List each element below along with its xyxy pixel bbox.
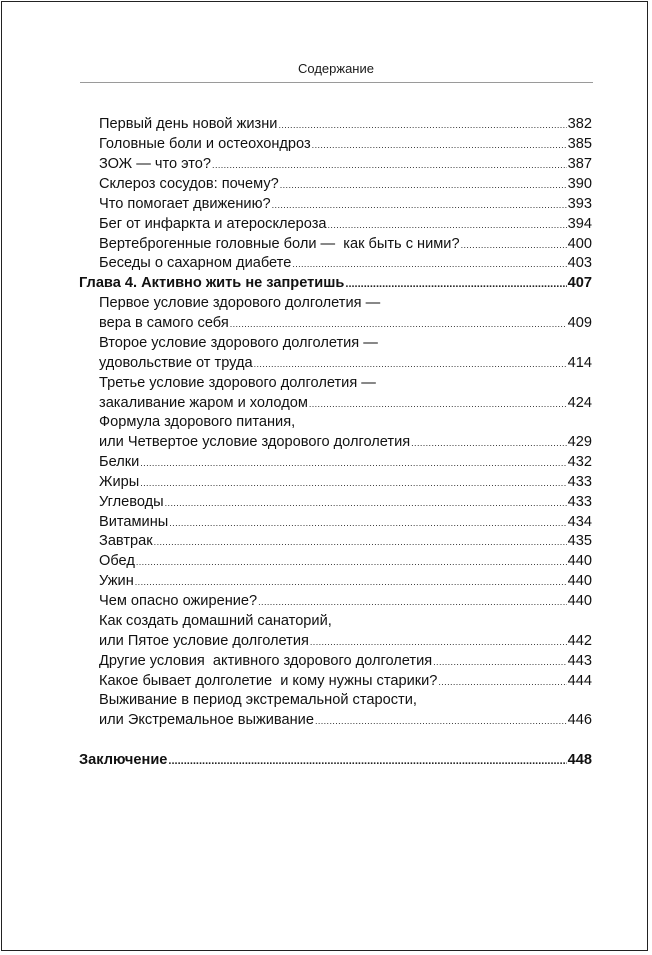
- toc-conclusion[interactable]: [79, 750, 592, 770]
- toc-entry[interactable]: [99, 512, 592, 532]
- toc-entry[interactable]: [99, 174, 592, 194]
- toc-entry[interactable]: [99, 571, 592, 591]
- toc-entry[interactable]: [99, 710, 592, 730]
- toc-entry-title: Жиры: [99, 474, 140, 490]
- dot-leader: [154, 532, 567, 552]
- toc-entry-title: или Четвертое условие здорового долголетия: [99, 434, 411, 450]
- toc-entry-page: 440: [567, 573, 592, 589]
- toc-entry-title: Углеводы: [99, 494, 164, 510]
- dot-leader: [212, 155, 567, 175]
- toc-entry-title: Склероз сосудов: почему?: [99, 176, 279, 192]
- dot-leader: [254, 354, 567, 374]
- dot-leader: [328, 215, 567, 235]
- toc-entry[interactable]: [99, 631, 592, 651]
- toc-entry-page: 442: [567, 633, 592, 649]
- toc-entry-first-line: Второе условие здорового долголетия —: [99, 335, 378, 351]
- toc-entry-page: 414: [567, 355, 592, 371]
- toc-entry-page: 432: [567, 454, 592, 470]
- toc-entry[interactable]: [99, 134, 592, 154]
- toc-entry[interactable]: [99, 194, 592, 214]
- toc-entry-page: 433: [567, 494, 592, 510]
- dot-leader: [258, 592, 567, 612]
- toc-entry-first-line: Выживание в период экстремальной старости,: [99, 692, 417, 708]
- dot-leader: [169, 513, 566, 533]
- toc-entry-page: 409: [567, 315, 592, 331]
- toc-entry-title: удовольствие от труда: [99, 355, 253, 371]
- toc-entry-title: ЗОЖ — что это?: [99, 156, 212, 172]
- toc-entry-title: Вертеброгенные головные боли — как быть с ними?: [99, 236, 460, 252]
- toc-entry[interactable]: [99, 234, 592, 254]
- toc-chapter-title: Заключение: [79, 752, 168, 768]
- dot-leader: [310, 632, 567, 652]
- toc-entry-title: Ужин: [99, 573, 134, 589]
- dot-leader: [272, 195, 567, 215]
- toc-entry-title: Бег от инфаркта и атеросклероза: [99, 216, 327, 232]
- dot-leader: [168, 751, 566, 771]
- toc-entry-page: 400: [567, 236, 592, 252]
- toc-entry-title: Другие условия активного здорового долголетия: [99, 653, 433, 669]
- dot-leader: [135, 572, 567, 592]
- dot-leader: [312, 135, 567, 155]
- toc-entry-title: закаливание жаром и холодом: [99, 395, 308, 411]
- toc-entry[interactable]: [99, 353, 592, 373]
- toc-entry[interactable]: [99, 591, 592, 611]
- toc-chapter-4[interactable]: [79, 273, 592, 293]
- toc-entry-page: 435: [567, 533, 592, 549]
- dot-leader: [165, 493, 567, 513]
- toc-entry[interactable]: [99, 551, 592, 571]
- toc-entry-title: Какое бывает долголетие и кому нужны старики?: [99, 673, 438, 689]
- toc-entry[interactable]: [99, 253, 592, 273]
- dot-leader: [438, 672, 566, 692]
- dot-leader: [309, 394, 567, 414]
- dot-leader: [278, 115, 566, 135]
- dot-leader: [230, 314, 567, 334]
- toc-entry-title: Головные боли и остеохондроз: [99, 136, 311, 152]
- toc-chapter-page: 407: [567, 275, 592, 291]
- toc-entry-first-line: Третье условие здорового долголетия —: [99, 375, 376, 391]
- toc-entry-page: 390: [567, 176, 592, 192]
- toc-entry-page: 403: [567, 255, 592, 271]
- toc-entry-page: 394: [567, 216, 592, 232]
- toc-entry-page: 424: [567, 395, 592, 411]
- toc-entry[interactable]: [99, 452, 592, 472]
- toc-entry-title: Что помогает движению?: [99, 196, 271, 212]
- running-header: Содержание: [298, 61, 374, 76]
- toc-entry-first-line: Формула здорового питания,: [99, 414, 296, 430]
- toc-entry-page: 433: [567, 474, 592, 490]
- dot-leader: [411, 433, 566, 453]
- toc-entry-title: или Пятое условие долголетия: [99, 633, 309, 649]
- toc-entry[interactable]: [99, 313, 592, 333]
- toc-entry[interactable]: [99, 651, 592, 671]
- toc-entry-title: Беседы о сахарном диабете: [99, 255, 292, 271]
- toc-entry-page: 393: [567, 196, 592, 212]
- toc-entry[interactable]: [99, 214, 592, 234]
- toc-entry-title: Чем опасно ожирение?: [99, 593, 258, 609]
- toc-entry-title: вера в самого себя: [99, 315, 229, 331]
- dot-leader: [280, 175, 567, 195]
- toc-entry-page: 385: [567, 136, 592, 152]
- toc-chapter-page: 448: [567, 752, 592, 768]
- toc-entry-page: 443: [567, 653, 592, 669]
- dot-leader: [345, 274, 566, 294]
- dot-leader: [433, 652, 566, 672]
- dot-leader: [292, 254, 566, 274]
- dot-leader: [315, 711, 567, 731]
- toc-entry[interactable]: [99, 472, 592, 492]
- toc-chapter-title: Глава 4. Активно жить не запретишь: [79, 275, 345, 291]
- dot-leader: [140, 453, 566, 473]
- toc-entry-title: Обед: [99, 553, 135, 569]
- toc-entry-page: 440: [567, 553, 592, 569]
- dot-leader: [140, 473, 566, 493]
- toc-entry-page: 444: [567, 673, 592, 689]
- toc-entry[interactable]: [99, 393, 592, 413]
- toc-entry-page: 387: [567, 156, 592, 172]
- toc-entry[interactable]: [99, 154, 592, 174]
- toc-entry-title: Завтрак: [99, 533, 153, 549]
- toc-entry-title: Первый день новой жизни: [99, 116, 278, 132]
- toc-entry-first-line: Первое условие здорового долголетия —: [99, 295, 381, 311]
- toc-entry[interactable]: [99, 114, 592, 134]
- toc-entry[interactable]: [99, 671, 592, 691]
- toc-entry[interactable]: [99, 492, 592, 512]
- dot-leader: [136, 552, 567, 572]
- toc-entry-page: 429: [567, 434, 592, 450]
- toc-entry-title: или Экстремальное выживание: [99, 712, 314, 728]
- toc-entry-title: Витамины: [99, 514, 169, 530]
- toc-entry-page: 440: [567, 593, 592, 609]
- toc-entry-page: 446: [567, 712, 592, 728]
- dot-leader: [461, 235, 567, 255]
- toc-entry-title: Белки: [99, 454, 140, 470]
- header-rule: [80, 82, 593, 83]
- toc-entry-page: 382: [567, 116, 592, 132]
- toc-entry-page: 434: [567, 514, 592, 530]
- toc-entry-first-line: Как создать домашний санаторий,: [99, 613, 332, 629]
- toc-entry[interactable]: [99, 531, 592, 551]
- toc-entry[interactable]: [99, 432, 592, 452]
